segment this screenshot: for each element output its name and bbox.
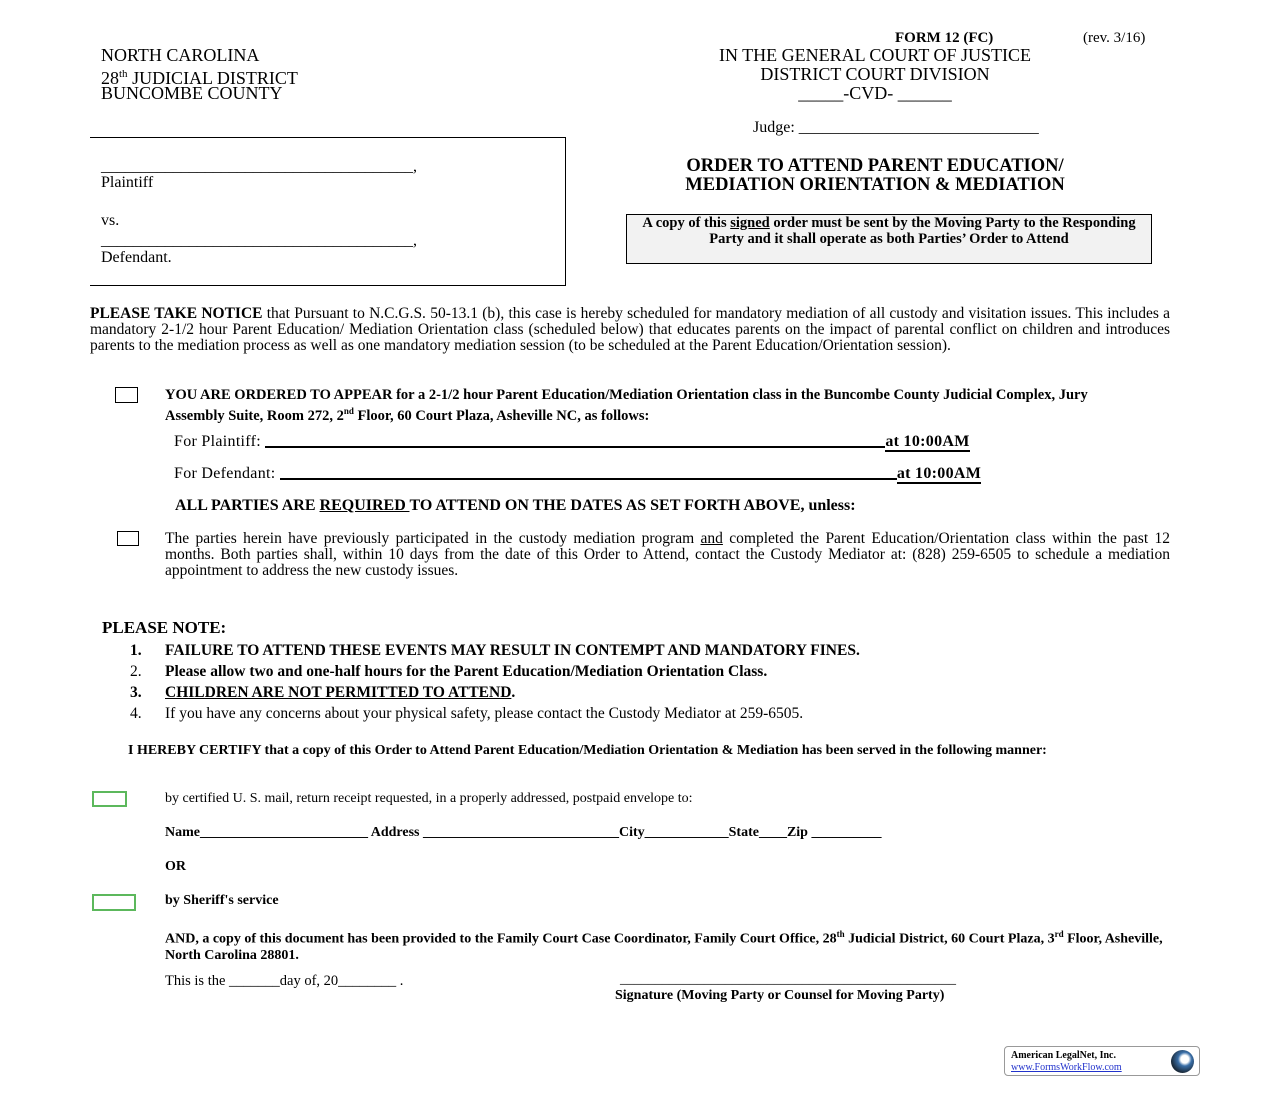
notes-list [130, 640, 860, 724]
notice-box: A copy of this signed order must be sent by the Moving Party to the Responding Party and it shall operate as both Parties’ Order to Attend [626, 214, 1152, 264]
state: NORTH CAROLINA [101, 45, 260, 65]
district: 28th JUDICIAL DISTRICT [101, 68, 298, 88]
prior-participation-text: The parties herein have previously participated in the custody mediation program and completed the Parent Education/Orientation class within the past 12 months. Both parties shall, within 10 days from the date of this Order to Attend, contact the Custody Mediator at: (828) 259-6505 to schedule a mediation appointment to address the new custody issues. [165, 530, 1170, 579]
revision: (rev. 3/16) [1083, 30, 1146, 46]
mail-text: by certified U. S. mail, return receipt requested, in a properly addressed, postpaid envelope to: [165, 791, 693, 806]
sheriff-checkbox[interactable] [92, 894, 136, 911]
certify-text: I HEREBY CERTIFY that a copy of this Order to Attend Parent Education/Mediation Orientation & Mediation has been served in the following manner: [128, 743, 1047, 758]
case-number-field[interactable]: _____-CVD- ______ [798, 83, 952, 103]
please-note-heading: PLEASE NOTE: [102, 618, 227, 637]
sheriff-text: by Sheriff's service [165, 893, 279, 908]
plaintiff-date-field[interactable] [265, 446, 885, 448]
date-field[interactable]: This is the _______day of, 20________ . [165, 973, 404, 989]
defendant-label: Defendant. [101, 249, 172, 266]
required-statement: ALL PARTIES ARE REQUIRED TO ATTEND ON THE DATES AS SET FORTH ABOVE, unless: [175, 497, 856, 514]
signature-label: Signature (Moving Party or Counsel for Moving Party) [615, 988, 945, 1003]
defendant-date-field[interactable] [280, 478, 897, 480]
plaintiff-date-row: For Plaintiff: at 10:00AM [174, 433, 970, 450]
footer-company: American LegalNet, Inc. [1011, 1050, 1116, 1061]
appear-order-text: YOU ARE ORDERED TO APPEAR for a 2-1/2 hour Parent Education/Mediation Orientation class in the Buncombe County Judicial Complex, Jury Assembly Suite, Room 272, 2nd Floor, 60 Court Plaza, Asheville NC, as follows: [165, 387, 1088, 424]
plaintiff-label: Plaintiff [101, 174, 154, 191]
court: IN THE GENERAL COURT OF JUSTICE [718, 45, 1032, 65]
form-id: FORM 12 (FC) [895, 30, 994, 46]
order-title: ORDER TO ATTEND PARENT EDUCATION/ MEDIATION ORIENTATION & MEDIATION [685, 156, 1065, 195]
footer-logo [1004, 1046, 1200, 1076]
division: DISTRICT COURT DIVISION [760, 64, 990, 84]
plaintiff-name-field[interactable]: _______________________________________, [101, 158, 417, 175]
note-item: 2. Please allow two and one-half hours for the Parent Education/Mediation Orientation Class. [130, 663, 768, 680]
notice-paragraph: PLEASE TAKE NOTICE that Pursuant to N.C.G.S. 50-13.1 (b), this case is hereby scheduled for mandatory mediation of all custody and visitation issues. This includes a mandatory 2-1/2 hour Parent Education/ Mediation Orientation class (scheduled below) that educates parents on the impact of parental conflict on children and introduces parents to the mediation process as well as one mandatory mediation session (to be scheduled at the Parent Education/Orientation session). [90, 305, 1171, 354]
defendant-date-row: For Defendant: at 10:00AM [174, 465, 982, 482]
or-label: OR [165, 859, 186, 874]
judge-field[interactable]: Judge: ______________________________ [753, 119, 1039, 136]
appear-checkbox[interactable] [115, 387, 138, 403]
signature-field[interactable]: ________________________________________________ [620, 972, 956, 987]
globe-icon [1171, 1050, 1194, 1073]
defendant-name-field[interactable]: _______________________________________, [101, 232, 417, 249]
footer-link[interactable]: www.FormsWorkFlow.com [1011, 1062, 1122, 1073]
note-item: 3. CHILDREN ARE NOT PERMITTED TO ATTEND. [130, 684, 516, 701]
prior-participation-checkbox[interactable] [117, 531, 139, 546]
address-fields[interactable]: Name________________________ Address ____________________________City____________State____Zip __________ [165, 825, 882, 840]
note-item: 4. If you have any concerns about your physical safety, please contact the Custody Mediator at 259-6505. [130, 705, 804, 722]
and-copy-text: AND, a copy of this document has been provided to the Family Court Case Coordinator, Family Court Office, 28th Judicial District, 60 Court Plaza, 3rd Floor, Asheville, North Carolina 28801. [165, 929, 1163, 963]
mail-checkbox[interactable] [92, 791, 127, 807]
note-item: 1. FAILURE TO ATTEND THESE EVENTS MAY RESULT IN CONTEMPT AND MANDATORY FINES. [130, 642, 860, 659]
vs-label: vs. [101, 212, 120, 229]
county: BUNCOMBE COUNTY [101, 83, 283, 103]
